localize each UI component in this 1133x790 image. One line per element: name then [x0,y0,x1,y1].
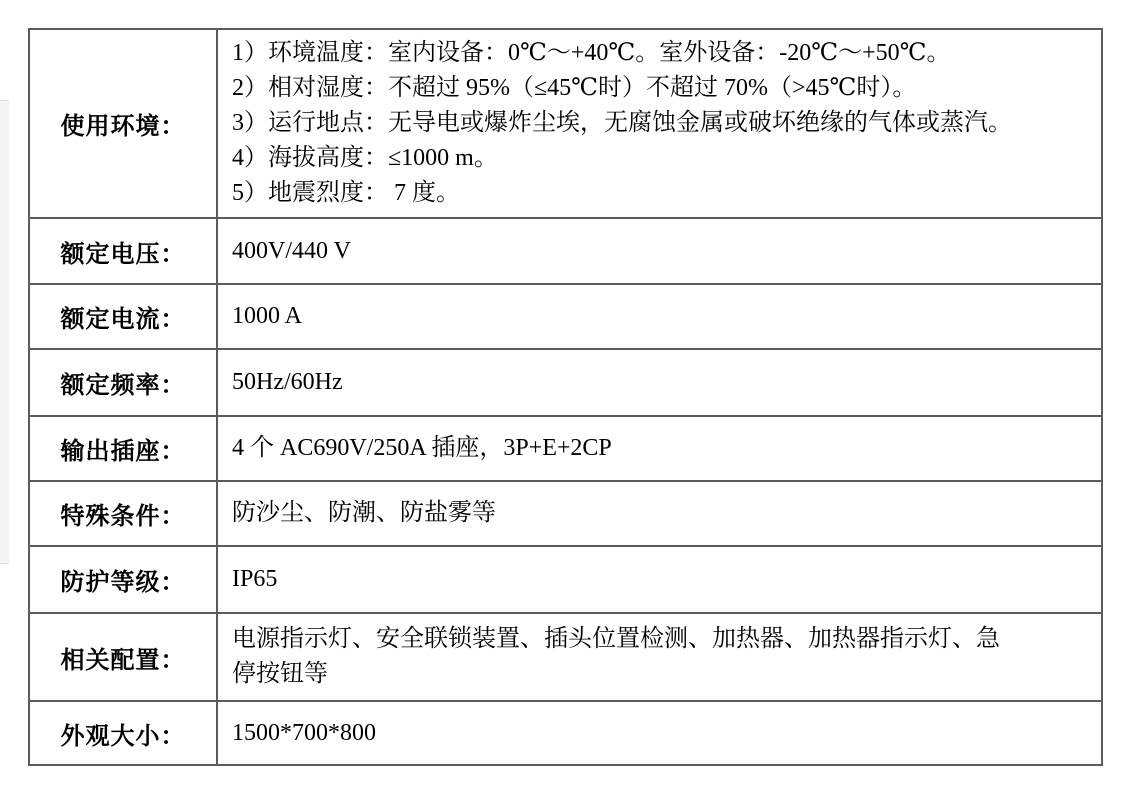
row-value-special-conditions [217,481,1102,546]
row-value-overall-size [217,701,1102,765]
row-label-output-socket: 输出插座： [29,416,217,481]
row-value-rated-voltage [217,218,1102,284]
spec-text-line: 1000 A [232,303,303,329]
row-value-output-socket [217,416,1102,481]
spec-text-line: IP65 [232,566,278,592]
row-label-rated-frequency: 额定频率： [29,349,217,416]
row-value-rated-frequency [217,349,1102,416]
table-row [29,218,1102,284]
row-value-rated-current [217,284,1102,349]
table-row [29,29,1102,218]
table-row [29,613,1102,701]
table-row [29,416,1102,481]
table-row [29,481,1102,546]
row-label-rated-voltage: 额定电压： [29,218,217,284]
table-row [29,701,1102,765]
row-label-protection-rating: 防护等级： [29,546,217,613]
table-row [29,546,1102,613]
table-row [29,284,1102,349]
row-label-related-configuration: 相关配置： [29,613,217,701]
spec-text-line: 5）地震烈度： 7 度。 [232,180,460,206]
row-value-protection-rating [217,546,1102,613]
table-row [29,349,1102,416]
spec-text-line: 4）海拔高度：≤1000 m。 [232,145,498,171]
spec-text-line: 2）相对湿度：不超过 95%（≤45℃时）不超过 70%（>45℃时）。 [232,75,917,101]
spec-text-line: 1）环境温度：室内设备：0℃～+40℃。室外设备：-20℃～+50℃。 [232,40,951,66]
spec-table [28,28,1103,766]
spec-text-line: 4 个 AC690V/250A 插座，3P+E+2CP [232,435,612,461]
row-label-rated-current: 额定电流： [29,284,217,349]
spec-text-line: 400V/440 V [232,237,351,264]
page-edge-artifact [0,100,9,564]
row-label-special-conditions: 特殊条件： [29,481,217,546]
row-label-overall-size: 外观大小： [29,701,217,765]
row-value-usage-environment [217,29,1102,218]
spec-text-line: 电源指示灯、安全联锁装置、插头位置检测、加热器、加热器指示灯、急 [232,626,1000,652]
spec-text-line: 50Hz/60Hz [232,369,343,395]
row-label-usage-environment: 使用环境： [29,29,217,218]
spec-text-line: 1500*700*800 [232,719,376,746]
spec-text-line: 停按钮等 [232,661,328,687]
row-value-related-configuration [217,613,1102,701]
spec-text-line: 3）运行地点：无导电或爆炸尘埃，无腐蚀金属或破坏绝缘的气体或蒸汽。 [232,110,1012,136]
spec-text-line: 防沙尘、防潮、防盐雾等 [232,500,496,526]
